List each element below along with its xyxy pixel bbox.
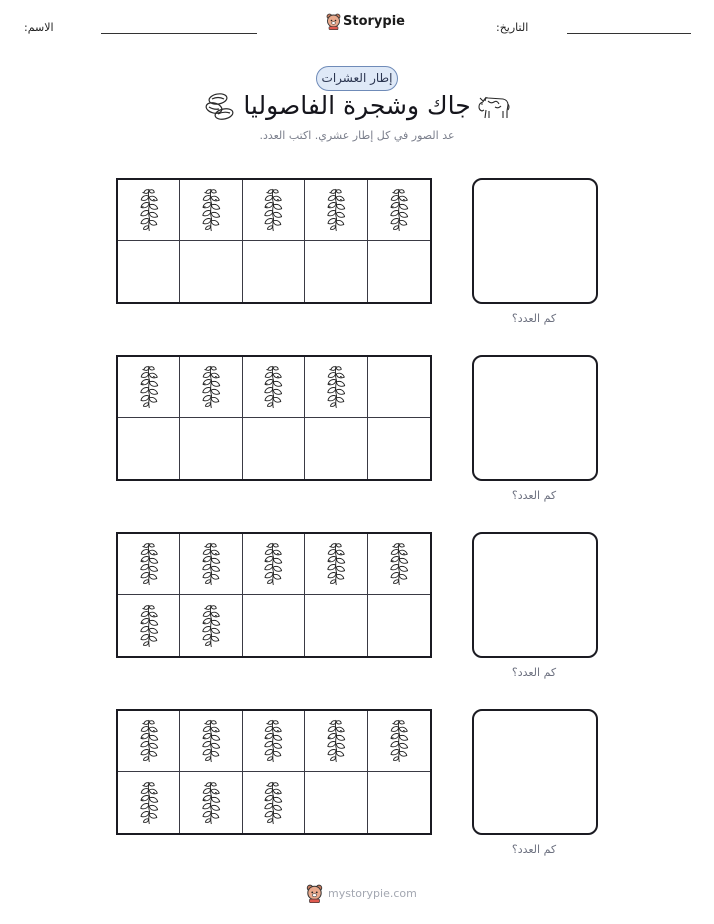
beanstalk-icon xyxy=(138,603,160,649)
beanstalk-icon xyxy=(388,187,410,233)
ten-frame-cell xyxy=(118,772,180,833)
beanstalk-icon xyxy=(200,718,222,764)
beanstalk-icon xyxy=(138,364,160,410)
ten-frame-cell xyxy=(368,534,430,595)
ten-frame-cell xyxy=(305,180,367,241)
answer-box[interactable] xyxy=(472,532,598,658)
beans-icon xyxy=(204,92,236,122)
ten-frame-cell xyxy=(180,357,242,418)
ten-frame-cell xyxy=(305,241,367,302)
ten-frame-cell xyxy=(305,595,367,656)
beanstalk-icon xyxy=(138,541,160,587)
beanstalk-icon xyxy=(200,187,222,233)
ten-frame xyxy=(116,178,432,304)
ten-frame-cell xyxy=(368,418,430,479)
beanstalk-icon xyxy=(138,780,160,826)
answer-box[interactable] xyxy=(472,178,598,304)
beanstalk-icon xyxy=(325,364,347,410)
ten-frame-cell xyxy=(243,241,305,302)
how-many-label: كم العدد؟ xyxy=(511,843,557,856)
beanstalk-icon xyxy=(262,364,284,410)
name-label: الاسم: xyxy=(24,21,54,34)
ten-frame-cell xyxy=(118,357,180,418)
ten-frame-cell xyxy=(305,711,367,772)
ten-frame xyxy=(116,355,432,481)
answer-box[interactable] xyxy=(472,709,598,835)
ten-frame-cell xyxy=(368,357,430,418)
ten-frame-cell xyxy=(118,595,180,656)
beanstalk-icon xyxy=(325,187,347,233)
footer xyxy=(306,884,417,903)
ten-frame-cell xyxy=(118,241,180,302)
date-line[interactable] xyxy=(567,33,691,34)
brand-logo xyxy=(326,13,405,30)
how-many-label: كم العدد؟ xyxy=(511,666,557,679)
ten-frame-cell xyxy=(368,180,430,241)
ten-frame-cell xyxy=(243,180,305,241)
beanstalk-icon xyxy=(262,541,284,587)
ten-frame-cell xyxy=(305,357,367,418)
ten-frame-cell xyxy=(180,595,242,656)
how-many-label: كم العدد؟ xyxy=(511,489,557,502)
ten-frame-cell xyxy=(180,180,242,241)
name-line[interactable] xyxy=(101,33,257,34)
answer-box[interactable] xyxy=(472,355,598,481)
ten-frame-cell xyxy=(180,772,242,833)
ten-frame-cell xyxy=(243,357,305,418)
footer-url: mystorypie.com xyxy=(328,887,417,900)
ten-frame-cell xyxy=(118,711,180,772)
beanstalk-icon xyxy=(200,541,222,587)
storypie-bear-logo-icon xyxy=(306,884,323,903)
beanstalk-icon xyxy=(262,187,284,233)
worksheet-type-badge: إطار العشرات xyxy=(316,66,398,91)
ten-frame xyxy=(116,709,432,835)
ten-frame-cell xyxy=(180,711,242,772)
date-label: التاريخ: xyxy=(496,21,529,34)
beanstalk-icon xyxy=(388,718,410,764)
ten-frame-cell xyxy=(243,534,305,595)
ten-frame-cell xyxy=(180,418,242,479)
beanstalk-icon xyxy=(200,603,222,649)
beanstalk-icon xyxy=(262,780,284,826)
ten-frame-cell xyxy=(243,418,305,479)
beanstalk-icon xyxy=(200,364,222,410)
ten-frame-cell xyxy=(368,711,430,772)
ten-frame-cell xyxy=(180,534,242,595)
page-title: جاك وشجرة الفاصوليا xyxy=(243,91,471,120)
ten-frame-cell xyxy=(118,418,180,479)
ten-frame-cell xyxy=(368,772,430,833)
ten-frame xyxy=(116,532,432,658)
beanstalk-icon xyxy=(325,718,347,764)
ten-frame-cell xyxy=(243,711,305,772)
beanstalk-icon xyxy=(138,187,160,233)
beanstalk-icon xyxy=(388,541,410,587)
ten-frame-cell xyxy=(305,418,367,479)
how-many-label: كم العدد؟ xyxy=(511,312,557,325)
cow-icon xyxy=(476,93,510,121)
beanstalk-icon xyxy=(200,780,222,826)
ten-frame-cell xyxy=(305,772,367,833)
ten-frame-cell xyxy=(243,595,305,656)
ten-frame-cell xyxy=(368,595,430,656)
ten-frame-cell xyxy=(243,772,305,833)
beanstalk-icon xyxy=(262,718,284,764)
beanstalk-icon xyxy=(325,541,347,587)
storypie-bear-logo-icon xyxy=(326,13,341,30)
ten-frame-cell xyxy=(305,534,367,595)
ten-frame-cell xyxy=(368,241,430,302)
ten-frame-cell xyxy=(180,241,242,302)
ten-frame-cell xyxy=(118,180,180,241)
ten-frame-cell xyxy=(118,534,180,595)
brand-name: Storypie xyxy=(343,14,405,29)
instructions: عد الصور في كل إطار عشري. اكتب العدد. xyxy=(259,129,455,142)
beanstalk-icon xyxy=(138,718,160,764)
